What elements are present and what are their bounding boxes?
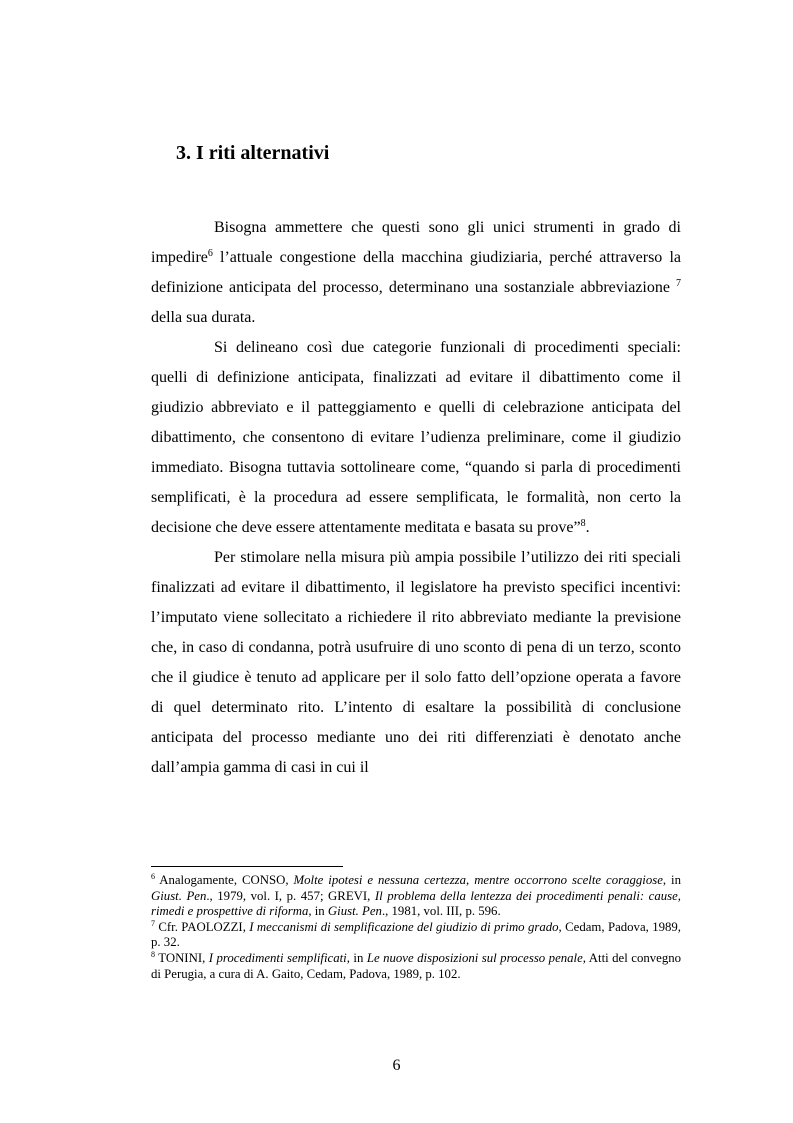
footnote-8 xyxy=(151,951,681,982)
footnote-number: 8 xyxy=(151,949,155,959)
footnotes xyxy=(151,873,681,982)
footnote-ref: 8 xyxy=(580,518,586,529)
paragraph xyxy=(151,543,681,783)
footnote-title: Il problema della lentezza dei procedimenti penali: cause, rimedi e prospettive di riforma xyxy=(151,888,682,919)
paragraph-text: Bisogna ammettere che questi sono gli unici strumenti in grado di impedire xyxy=(151,219,681,266)
footnote-6 xyxy=(151,873,681,920)
page-number: 6 xyxy=(392,1057,401,1074)
footnote-text: ., 1981, vol. III, p. 596. xyxy=(381,904,501,919)
footnote-text: ., 1979, vol. I, p. 457; GREVI, xyxy=(206,888,375,903)
footnote-text: , Cedam, Padova, 1989, p. 32. xyxy=(151,919,681,950)
footnote-separator xyxy=(151,866,343,867)
paragraph-text: Si delineano così due categorie funzionali di procedimenti speciali: quelli di definizione anticipata, finalizzati ad evitare il dibattimento come il giudizio abbreviato e il patteggiamento e quelli di celebrazione anticipata del dibattimento, che consentono di evitare l’udienza preliminare, come il giudizio immediato. Bisogna tuttavia sottolineare come, “quando si parla di procedimenti semplificati, è la procedura ad essere semplificata, le formalità, non certo la decisione che deve essere attentamente meditata e basata su prove” xyxy=(151,339,681,536)
paragraph-text: . xyxy=(585,519,590,536)
footnote-title: Le nuove disposizioni sul processo penale, xyxy=(366,950,586,965)
footnote-text: TONINI, xyxy=(155,950,209,965)
footnote-text: , in xyxy=(346,950,367,965)
section-heading: 3. I riti alternativi xyxy=(176,142,330,164)
paragraph xyxy=(151,213,681,333)
paragraph-text: Per stimolare nella misura più ampia possibile l’utilizzo dei riti speciali finalizzati ad evitare il dibattimento, il legislatore ha previsto specifici incentivi: l’imputato viene sollecitato a richiedere il rito abbreviato mediante la previsione che, in caso di condanna, potrà usufruire di uno sconto di pena di un terzo, sconto che il giudice è tenuto ad applicare per il solo fatto dell’opzione operata a favore di quel determinato rito. L’intento di esaltare la possibilità di conclusione anticipata del processo mediante uno dei riti differenziati è denotato anche dall’ampia gamma di casi in cui il xyxy=(151,549,681,776)
footnote-number: 6 xyxy=(151,872,155,881)
footnote-title: I meccanismi di semplificazione del giudizio di primo grado xyxy=(249,919,559,934)
footnote-7 xyxy=(151,920,681,951)
paragraph xyxy=(151,333,681,543)
footnote-journal: Giust. Pen xyxy=(327,904,382,919)
footnote-text: Atti del convegno di Perugia, a cura di A. Gaito, Cedam, Padova, 1989, p. 102. xyxy=(151,950,682,981)
footnote-title: I procedimenti semplificati xyxy=(208,950,347,965)
footnote-text: , in xyxy=(662,873,681,887)
paragraph-text: l’attuale congestione della macchina giudiziaria, perché attraverso la definizione anticipata del processo, determinano una sostanziale abbreviazione xyxy=(151,249,681,296)
footnote-text: Cfr. PAOLOZZI, xyxy=(155,919,250,934)
footnote-ref: 6 xyxy=(207,248,213,259)
footnote-text: Analogamente, CONSO, xyxy=(155,873,294,887)
body-text xyxy=(151,213,681,783)
footnote-number: 7 xyxy=(151,918,155,928)
footnote-text: , in xyxy=(308,904,328,919)
footnote-ref: 7 xyxy=(676,278,681,289)
footnote-journal: Giust. Pen xyxy=(151,888,207,903)
paragraph-text: della sua durata. xyxy=(151,309,256,326)
footnote-title: Molte ipotesi e nessuna certezza, mentre occorrono scelte coraggiose xyxy=(293,873,663,887)
